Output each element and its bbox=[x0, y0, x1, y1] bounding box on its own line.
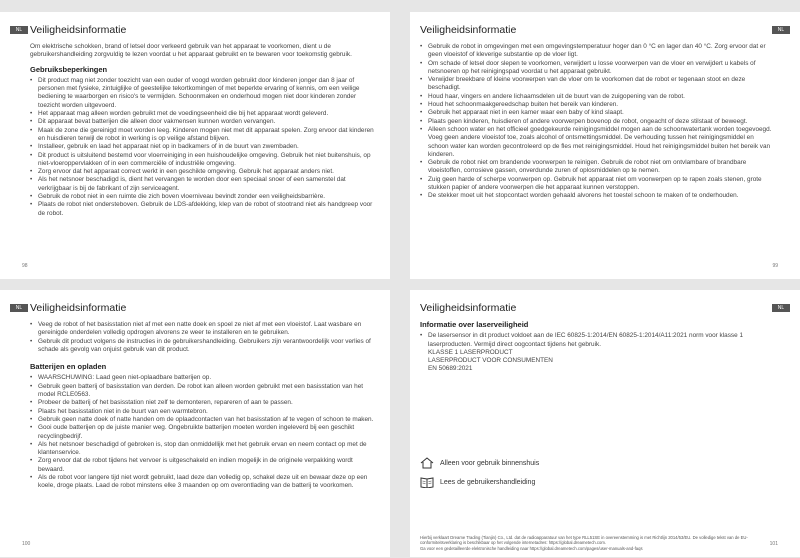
language-tag: NL bbox=[10, 304, 28, 312]
list-item: • Gebruik geen batterij of basisstation van derden. De robot kan alleen worden gebruikt met een basisstation van het model RCLE0563. bbox=[30, 383, 375, 400]
page-number: 101 bbox=[769, 541, 778, 547]
list-item: • Zorg ervoor dat de robot tijdens het vervoer is uitgeschakeld en indien mogelijk in de originele verpakking wordt bewaard. bbox=[30, 457, 375, 474]
list-item: • Als de robot voor langere tijd niet wordt gebruikt, laad deze dan volledig op, schakel deze uit en bewaar deze op een koele, droge plaats. Laad de robot minstens elke 3 maanden op om overontlading van de batterij te voorkomen. bbox=[30, 474, 375, 491]
page-title: Veiligheidsinformatie bbox=[420, 24, 517, 36]
list-item: • Maak de zone die gereinigd moet worden leeg. Kinderen mogen niet met dit apparaat spelen. Zorg ervoor dat kinderen en huisdieren terwijl de robot in werking is op veilige afstand blijven. bbox=[30, 127, 375, 144]
list-item: • Dit product is uitsluitend bestemd voor vloerreiniging in een huishoudelijke omgeving. Gebruik het niet buitenshuis, op niet-vloeroppervlakken of in een commerciële of industriële omgeving. bbox=[30, 152, 375, 169]
conformity-statement: Hierbij verklaart Dreame Trading (Tianjin) Co., Ltd. dat de radioapparatuur van het type RLL51SE in overeenstemming is met Richtlijn 2014/53/EU. De volledige tekst van de EU-conformiteitsverklaring is beschikbaar op het volgende internetadres: https://global.dreametech.com. bbox=[420, 534, 748, 546]
page-body bbox=[30, 321, 375, 491]
list-item: • Plaats geen kinderen, huisdieren of andere voorwerpen bovenop de robot, ongeacht of deze stilstaat of beweegt. bbox=[420, 118, 775, 126]
list-item: • Plaats het basisstation niet in de buurt van een warmtebron. bbox=[30, 408, 375, 416]
bullet-list bbox=[420, 43, 775, 201]
intro-text: Om elektrische schokken, brand of letsel door verkeerd gebruik van het apparaat te voorkomen, dient u de gebruikershandleiding zorgvuldig te lezen voordat u het apparaat gebruikt en te bewaren voor toekomstig gebruik. bbox=[30, 43, 352, 59]
section-title: Informatie over laserveiligheid bbox=[420, 320, 529, 329]
bullet-list bbox=[30, 321, 375, 354]
list-item: • Houd haar, vingers en andere lichaamsdelen uit de buurt van de zuigopening van de robot. bbox=[420, 93, 775, 101]
list-item: • Alleen schoon water en het officieel goedgekeurde reinigingsmiddel mogen aan de schoonwatertank worden toegevoegd. Voeg geen andere vloeistof toe, zoals alcohol of ontsmettingsmiddel. De verhouding tussen het reinigingsmiddel en schoon water kan worden gecontroleerd op de fles met reinigingsmiddel. Houd het reinigingsmiddel buiten het bereik van kinderen. bbox=[420, 126, 775, 159]
list-item: • Verwijder breekbare of kleine voorwerpen van de vloer om te voorkomen dat de robot er tegenaan stoot en deze beschadigt. bbox=[420, 76, 775, 93]
list-item: • Veeg de robot of het basisstation niet af met een natte doek en spoel ze niet af met een vloeistof. Laat wasbare en gereinigde onderdelen volledig opdrogen alvorens ze weer te installeren en te gebruiken. bbox=[30, 321, 375, 338]
list-item: • Gebruik de robot niet om brandende voorwerpen te reinigen. Gebruik de robot niet om ontvlambare of brandbare vloeistoffen, corrosieve gassen, onverdunde zuren of oplosmiddelen op te nemen. bbox=[420, 159, 775, 176]
house-icon bbox=[420, 457, 434, 469]
page-body bbox=[420, 321, 775, 374]
list-item: • Dit product mag niet zonder toezicht van een ouder of voogd worden gebruikt door kinderen jonger dan 8 jaar of personen met fysieke, zintuiglijke of geestelijke tekortkomingen of met beperkte ervaring of kennis, om een veilige bediening te waarborgen en risico's te vermijden. Schoonmaken en onderhoud mogen niet door kinderen zonder toezicht worden uitgevoerd. bbox=[30, 77, 375, 110]
page-number: 98 bbox=[22, 263, 28, 269]
list-item: • Gebruik dit product volgens de instructies in de gebruikershandleiding. Gebruikers zijn verantwoordelijk voor verlies of schade als gevolg van onjuist gebruik van dit product. bbox=[30, 338, 375, 355]
indoor-use-label: Alleen voor gebruik binnenshuis bbox=[440, 459, 540, 467]
language-tag: NL bbox=[772, 304, 790, 312]
language-tag: NL bbox=[10, 26, 28, 34]
page-number: 99 bbox=[772, 263, 778, 269]
list-item: • Installeer, gebruik en laad het apparaat niet op in badkamers of in de buurt van zwembaden. bbox=[30, 143, 375, 151]
list-item: • Zorg ervoor dat het apparaat correct werkt in een geschikte omgeving. Gebruik het apparaat anders niet. bbox=[30, 168, 375, 176]
list-item: • De stekker moet uit het stopcontact worden gehaald alvorens het toestel schoon te maken of te onderhouden. bbox=[420, 192, 775, 200]
read-manual-label: Lees de gebruikershandleiding bbox=[440, 478, 536, 486]
list-item: • Het apparaat mag alleen worden gebruikt met de voedingseenheid die bij het apparaat wordt geleverd. bbox=[30, 110, 375, 118]
bullet-list bbox=[30, 374, 375, 490]
page-98 bbox=[0, 12, 390, 279]
laser-class-line: KLASSE 1 LASERPRODUCT bbox=[428, 348, 513, 356]
laser-class-line: LASERPRODUCT VOOR CONSUMENTEN bbox=[428, 357, 553, 365]
bullet-list bbox=[420, 332, 775, 349]
list-item: • Gebruik de robot in omgevingen met een omgevingstemperatuur hoger dan 0 °C en lager dan 40 °C. Zorg ervoor dat er geen vloeistof of kleverige substantie op de vloer ligt. bbox=[420, 43, 775, 60]
page-body bbox=[30, 43, 375, 218]
list-item: • Als het netsnoer beschadigd is, dient het vervangen te worden door een speciaal snoer of een samenstel dat verkrijgbaar is bij de fabrikant of zijn serviceagent. bbox=[30, 176, 375, 193]
page-title: Veiligheidsinformatie bbox=[30, 24, 127, 36]
page-title: Veiligheidsinformatie bbox=[30, 302, 127, 314]
list-item: • Zuig geen harde of scherpe voorwerpen op. Gebruik het apparaat niet om voorwerpen op te rapen zoals stenen, grote stukken papier of andere voorwerpen die het apparaat kunnen verstoppen. bbox=[420, 176, 775, 193]
bullet-list bbox=[30, 77, 375, 218]
section-title: Gebruiksbeperkingen bbox=[30, 64, 108, 74]
list-item: • Gooi oude batterijen op de juiste manier weg. Ongebruikte batterijen moeten worden ingeleverd bij een geschikt recyclingbedrijf. bbox=[30, 424, 375, 441]
list-item: • Dit apparaat bevat batterijen die alleen door vakmensen kunnen worden vervangen. bbox=[30, 118, 375, 126]
list-item: • De lasersensor in dit product voldoet aan de IEC 60825-1:2014/EN 60825-1:2014/A11:2021 norm voor klasse 1 laserproducten. Vermijd direct oogcontact tijdens het gebruik. bbox=[420, 332, 775, 349]
indoor-use-row bbox=[420, 457, 539, 469]
footnote bbox=[420, 535, 775, 551]
list-item: • Gebruik geen natte doek of natte handen om de oplaadcontacten van het basisstation af te vegen of schoon te maken. bbox=[30, 416, 375, 424]
list-item: • WAARSCHUWING: Laad geen niet-oplaadbare batterijen op. bbox=[30, 374, 375, 382]
page-99 bbox=[410, 12, 800, 279]
section-title: Batterijen en opladen bbox=[30, 362, 107, 372]
manual-book-icon bbox=[420, 476, 434, 488]
list-item: • Probeer de batterij of het basisstation niet zelf te demonteren, repareren of aan te passen. bbox=[30, 399, 375, 407]
read-manual-row bbox=[420, 476, 535, 488]
manual-link-text: Ga voor een gedetailleerde elektronische handleiding naar https://global.dreametech.com/pages/user-manuals-and-faqs bbox=[420, 545, 643, 551]
page-number: 100 bbox=[22, 541, 31, 547]
list-item: • Gebruik de robot niet in een ruimte die zich boven vloerniveau bevindt zonder een veiligheidsbarrière. bbox=[30, 193, 375, 201]
page-101 bbox=[410, 290, 800, 557]
list-item: • Gebruik het apparaat niet in een kamer waar een baby of kind slaapt. bbox=[420, 109, 775, 117]
list-item: • Om schade of letsel door slepen te voorkomen, verwijdert u losse voorwerpen van de vloer en verwijdert u kabels of netsnoeren op het reinigingspad voordat u het apparaat gebruikt. bbox=[420, 60, 775, 77]
page-title: Veiligheidsinformatie bbox=[420, 302, 517, 314]
list-item: • Plaats de robot niet ondersteboven. Gebruik de LDS-afdekking, klep van de robot of stootrand niet als handgreep voor de robot. bbox=[30, 201, 375, 218]
language-tag: NL bbox=[772, 26, 790, 34]
list-item: • Als het netsnoer beschadigd of gebroken is, stop dan onmiddellijk met het gebruik ervan en neem contact op met de klantenservice. bbox=[30, 441, 375, 458]
page-100 bbox=[0, 290, 390, 557]
laser-class-line: EN 50689:2021 bbox=[428, 365, 473, 373]
page-body bbox=[420, 43, 775, 201]
list-item: • Houd het schoonmaakgereedschap buiten het bereik van kinderen. bbox=[420, 101, 775, 109]
